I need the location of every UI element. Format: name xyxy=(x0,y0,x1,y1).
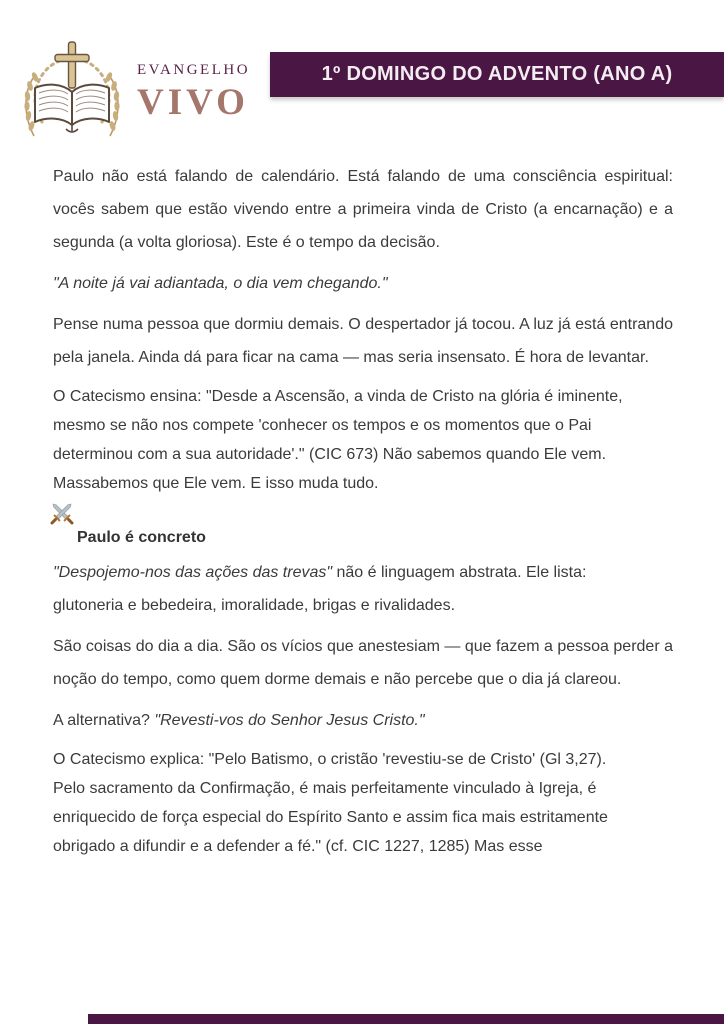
title-banner xyxy=(270,52,724,97)
wordmark-vivo: VIVO xyxy=(137,82,249,123)
p7-line1: O Catecismo explica: "Pelo Batismo, o cristão 'revestiu-se de Cristo' (Gl 3,27). xyxy=(53,751,607,768)
paragraph-calendario: Paulo não está falando de calendário. Está falando de uma consciência espiritual: vocês sabem que estão vivendo entre a primeira vinda de Cristo (a encarnação) e a segunda (a volta gloriosa). Este é o tempo da decisão. xyxy=(53,168,673,251)
brand-wordmark xyxy=(137,62,267,124)
open-book-icon xyxy=(35,85,109,132)
paragraph-alternativa xyxy=(53,704,673,737)
section-divider xyxy=(49,500,673,526)
p7-line2: Pelo sacramento da Confirmação, é mais perfeitamente vinculado à Igreja, é xyxy=(53,780,597,797)
p3-line4: Massabemos que Ele vem. E isso muda tudo. xyxy=(53,475,379,492)
paragraph-despertador: Pense numa pessoa que dormiu demais. O despertador já tocou. A luz já está entrando pela janela. Ainda dá para ficar na cama — mas seria insensato. É hora de levantar. xyxy=(53,316,673,366)
crossed-swords-icon xyxy=(49,500,75,526)
p6-lead: A alternativa? xyxy=(53,712,155,729)
p4-line1-rest: não é linguagem abstrata. Ele lista: xyxy=(332,564,587,581)
p4-line2: glutoneria e bebedeira, imoralidade, brigas e rivalidades. xyxy=(53,597,456,614)
paragraph-despojemo xyxy=(53,556,673,622)
p6-italic-quote: "Revesti-vos do Senhor Jesus Cristo." xyxy=(154,712,425,729)
wordmark-evangelho: EVANGELHO xyxy=(137,62,251,78)
p7-line3: enriquecido de força especial do Espírito Santo e assim fica mais estritamente xyxy=(53,809,608,826)
p4-italic-quote: "Despojemo-nos das ações das trevas" xyxy=(53,564,333,581)
p7-line4: obrigado a difundir e a defender a fé." (cf. CIC 1227, 1285) Mas esse xyxy=(53,838,543,855)
evangelho-vivo-emblem-icon xyxy=(12,30,132,148)
footer-rule xyxy=(88,1014,724,1024)
page-title: 1º DOMINGO DO ADVENTO (ANO A) xyxy=(321,63,673,85)
p3-line3: determinou com a sua autoridade'." (CIC 673) Não sabemos quando Ele vem. xyxy=(53,446,607,463)
p3-line2: mesmo se não nos compete 'conhecer os tempos e os momentos que o Pai xyxy=(53,417,592,434)
heading-paulo-e-concreto: Paulo é concreto xyxy=(77,529,206,546)
paragraph-vicios: São coisas do dia a dia. São os vícios que anestesiam — que fazem a pessoa perder a noção do tempo, como quem dorme demais e não percebe que o dia já clareou. xyxy=(53,638,673,688)
paragraph-catecismo-673 xyxy=(53,382,673,498)
cross-icon xyxy=(55,42,89,88)
document-body xyxy=(53,160,673,869)
p3-line1: O Catecismo ensina: "Desde a Ascensão, a vinda de Cristo na glória é iminente, xyxy=(53,388,623,405)
paragraph-catecismo-1227 xyxy=(53,745,673,861)
quote-a-noite: "A noite já vai adiantada, o dia vem chegando." xyxy=(53,275,388,292)
